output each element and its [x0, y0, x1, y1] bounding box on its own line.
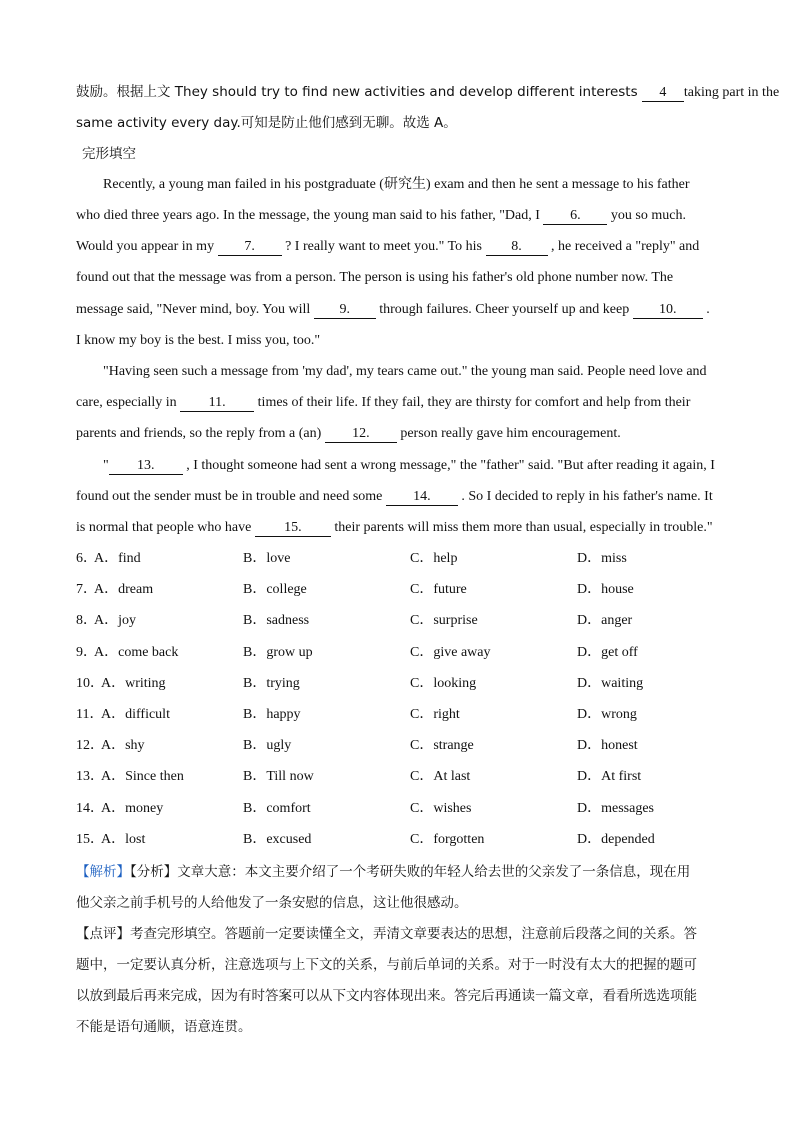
- option-b: B．ugly: [243, 738, 292, 754]
- option-d: D．get off: [577, 644, 638, 660]
- comment-line: 不能是语句通顺，语意连贯。: [76, 1019, 252, 1035]
- option-c: C．give away: [410, 644, 491, 660]
- blank-10: 10.: [633, 302, 703, 319]
- blank-11: 11.: [180, 395, 254, 412]
- option-d: D．waiting: [577, 675, 644, 691]
- option-d: D．wrong: [577, 707, 637, 722]
- option-a: A．come back: [94, 644, 179, 660]
- analysis-line-1: 【解析】【分析】文章大意：本文主要介绍了一个考研失败的年轻人给去世的父亲发了一条信息，现在用: [76, 864, 691, 880]
- blank-14: 14.: [386, 489, 458, 506]
- blank-9: 9.: [314, 302, 376, 319]
- comment-line: 以放到最后再来完成，因为有时答案可以从下文内容体现出来。答完后再通读一篇文章，看看所选选项能: [76, 988, 697, 1004]
- option-b: B．Till now: [243, 769, 314, 785]
- option-b: B．comfort: [243, 800, 311, 816]
- comment-line: 【点评】考查完形填空。答题前一定要读懂全文，弄清文章要表达的思想，注意前后段落之间的关系。答: [76, 926, 697, 942]
- question-number: 8．: [76, 613, 97, 629]
- option-a: A．lost: [101, 831, 146, 847]
- question-number: 10．: [76, 675, 104, 691]
- option-a: A．shy: [101, 738, 145, 754]
- section-title: 完形填空: [82, 146, 136, 162]
- option-a: A．Since then: [101, 769, 184, 785]
- passage-line: care, especially in 11. times of their life. If they fail, they are thirsty for comfort and help from their: [76, 395, 691, 410]
- passage-line: I know my boy is the best. I miss you, too.": [76, 333, 321, 348]
- option-a: A．joy: [94, 613, 136, 629]
- question-number: 9．: [76, 644, 97, 660]
- question-number: 7．: [76, 582, 97, 598]
- blank-15: 15.: [255, 520, 331, 537]
- option-d: D．house: [577, 582, 634, 598]
- passage-line: found out that the message was from a person. The person is using his father's old phone number now. The: [76, 270, 674, 285]
- analysis-line-2: 他父亲之前手机号的人给他发了一条安慰的信息，这让他很感动。: [76, 895, 468, 911]
- blank-13: 13.: [109, 458, 183, 475]
- passage-line: who died three years ago. In the message, the young man said to his father, "Dad, I 6. you so much.: [76, 208, 686, 223]
- question-number: 13．: [76, 769, 104, 785]
- option-b: B．grow up: [243, 644, 313, 660]
- comment-line: 题中，一定要认真分析，注意选项与上下文的关系，与前后单词的关系。对于一时没有太大的把握的题可: [76, 957, 697, 973]
- option-c: C．forgotten: [410, 831, 485, 847]
- option-c: C．surprise: [410, 613, 478, 629]
- option-c: C．help: [410, 551, 458, 566]
- option-a: A．dream: [94, 582, 154, 598]
- option-b: B．college: [243, 582, 307, 598]
- option-d: D．depended: [577, 831, 655, 847]
- passage-line: "Having seen such a message from 'my dad', my tears came out." the young man said. People need love and: [103, 364, 707, 379]
- blank-7: 7.: [218, 239, 282, 256]
- question-number: 6．: [76, 551, 97, 566]
- blank-12: 12.: [325, 426, 397, 443]
- analysis-tag: 【解析】: [76, 864, 130, 880]
- option-c: C．At last: [410, 769, 471, 785]
- option-c: C．right: [410, 707, 460, 722]
- blank-6: 6.: [543, 208, 607, 225]
- option-d: D．anger: [577, 613, 633, 629]
- option-d: D．At first: [577, 769, 642, 785]
- option-d: D．messages: [577, 800, 654, 816]
- option-b: B．sadness: [243, 613, 310, 629]
- passage-line: parents and friends, so the reply from a (an) 12. person really gave him encouragement.: [76, 426, 621, 441]
- option-a: A．find: [94, 551, 141, 566]
- intro-line-2: same activity every day.可知是防止他们感到无聊。故选 A。: [76, 115, 457, 131]
- blank-8: 8.: [486, 239, 548, 256]
- question-number: 14．: [76, 800, 104, 816]
- option-b: B．happy: [243, 707, 301, 722]
- option-b: B．love: [243, 551, 291, 566]
- option-c: C．looking: [410, 675, 477, 691]
- option-a: A．difficult: [101, 707, 170, 722]
- option-a: A．writing: [101, 675, 166, 691]
- option-b: B．trying: [243, 675, 300, 691]
- option-d: D．miss: [577, 551, 627, 566]
- blank-4: 4: [642, 85, 684, 102]
- question-number: 11．: [76, 707, 104, 722]
- option-d: D．honest: [577, 738, 638, 754]
- option-b: B．excused: [243, 831, 312, 847]
- option-a: A．money: [101, 800, 164, 816]
- intro-line-1: 鼓励。根据上文 They should try to find new activities and develop different interests 4 taking part in the: [76, 84, 780, 100]
- passage-line: is normal that people who have 15. their parents will miss them more than usual, especially in trouble.": [76, 520, 713, 535]
- passage-line: " 13. , I thought someone had sent a wrong message," the "father" said. "But after reading it again, I: [103, 458, 715, 473]
- passage-line: found out the sender must be in trouble and need some 14. . So I decided to reply in his father's name. It: [76, 489, 713, 504]
- passage-line: Would you appear in my 7. ? I really want to meet you." To his 8. , he received a "reply" and: [76, 239, 700, 254]
- passage-line: Recently, a young man failed in his postgraduate (研究生) exam and then he sent a message to his father: [103, 177, 690, 192]
- question-number: 12．: [76, 738, 104, 754]
- passage-line: message said, "Never mind, boy. You will 9. through failures. Cheer yourself up and keep 10. .: [76, 302, 710, 317]
- question-number: 15．: [76, 831, 104, 847]
- option-c: C．strange: [410, 738, 474, 754]
- option-c: C．future: [410, 582, 467, 598]
- option-c: C．wishes: [410, 800, 472, 816]
